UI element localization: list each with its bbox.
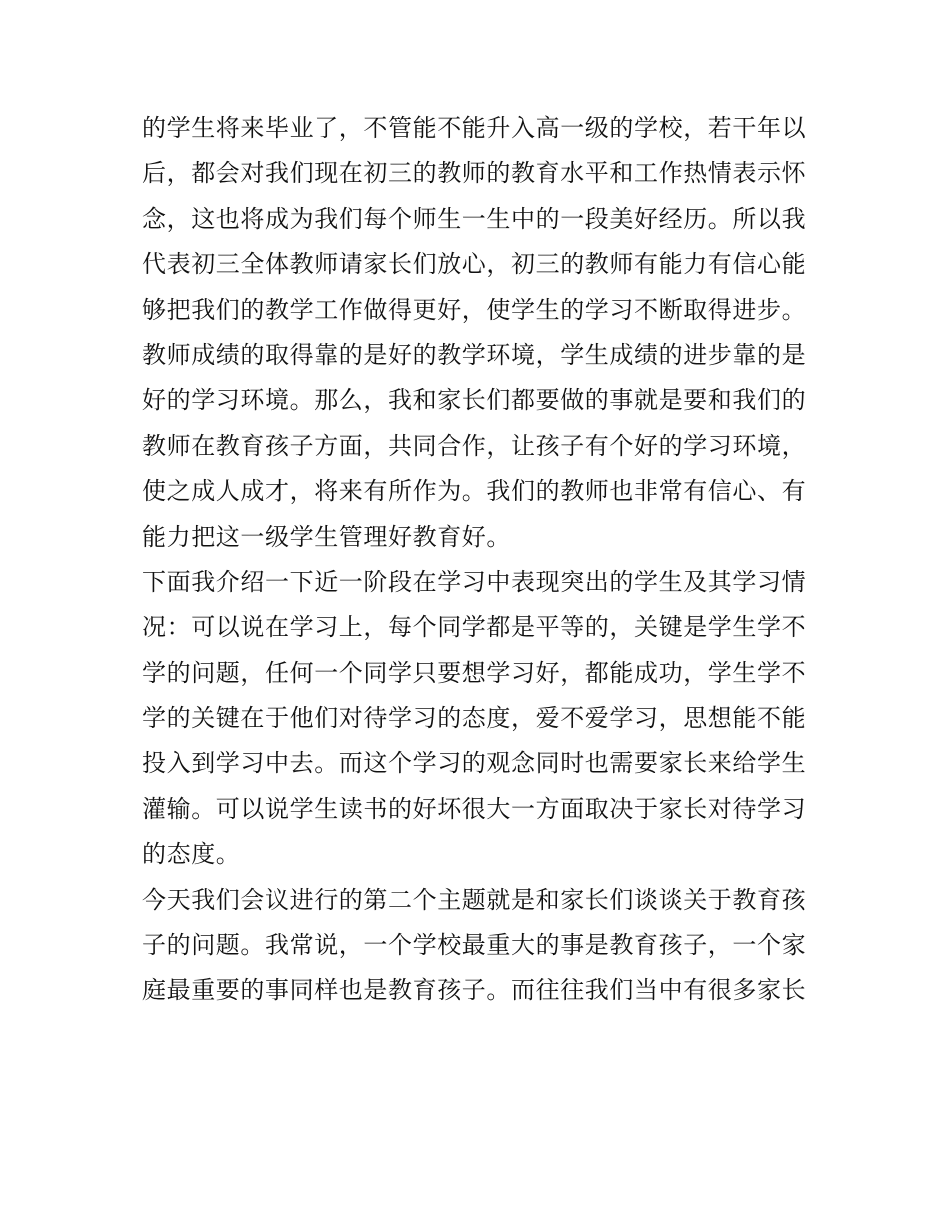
text-line: 好的学习环境。那么，我和家长们都要做的事就是要和我们的 bbox=[142, 386, 807, 415]
text-line: 够把我们的教学工作做得更好，使学生的学习不断取得进步。 bbox=[142, 295, 807, 324]
text-line: 教师在教育孩子方面，共同合作，让孩子有个好的学习环境， bbox=[142, 431, 807, 460]
text-line: 能力把这一级学生管理好教育好。 bbox=[142, 522, 511, 551]
text-line: 念，这也将成为我们每个师生一生中的一段美好经历。所以我 bbox=[142, 204, 807, 233]
text-line: 学的关键在于他们对待学习的态度，爱不爱学习，思想能不能 bbox=[142, 704, 807, 733]
text-line: 子的问题。我常说，一个学校最重大的事是教育孩子，一个家 bbox=[142, 931, 807, 960]
text-line: 投入到学习中去。而这个学习的观念同时也需要家长来给学生 bbox=[142, 749, 807, 778]
text-line: 况：可以说在学习上，每个同学都是平等的，关键是学生学不 bbox=[142, 613, 807, 642]
text-line: 教师成绩的取得靠的是好的教学环境，学生成绩的进步靠的是 bbox=[142, 340, 807, 369]
text-line: 后，都会对我们现在初三的教师的教育水平和工作热情表示怀 bbox=[142, 159, 807, 188]
text-line: 的态度。 bbox=[142, 840, 241, 869]
body-text bbox=[142, 106, 822, 1014]
text-line: 庭最重要的事同样也是教育孩子。而往往我们当中有很多家长 bbox=[142, 976, 807, 1005]
text-line: 的学生将来毕业了，不管能不能升入高一级的学校，若干年以 bbox=[142, 114, 807, 142]
text-line: 学的问题，任何一个同学只要想学习好，都能成功，学生学不 bbox=[142, 658, 807, 687]
text-line: 代表初三全体教师请家长们放心，初三的教师有能力有信心能 bbox=[142, 250, 807, 279]
text-line: 下面我介绍一下近一阶段在学习中表现突出的学生及其学习情 bbox=[142, 567, 807, 596]
text-line: 灌输。可以说学生读书的好坏很大一方面取决于家长对待学习 bbox=[142, 794, 807, 823]
text-line: 使之成人成才，将来有所作为。我们的教师也非常有信心、有 bbox=[142, 477, 807, 506]
text-line: 今天我们会议进行的第二个主题就是和家长们谈谈关于教育孩 bbox=[142, 885, 807, 914]
